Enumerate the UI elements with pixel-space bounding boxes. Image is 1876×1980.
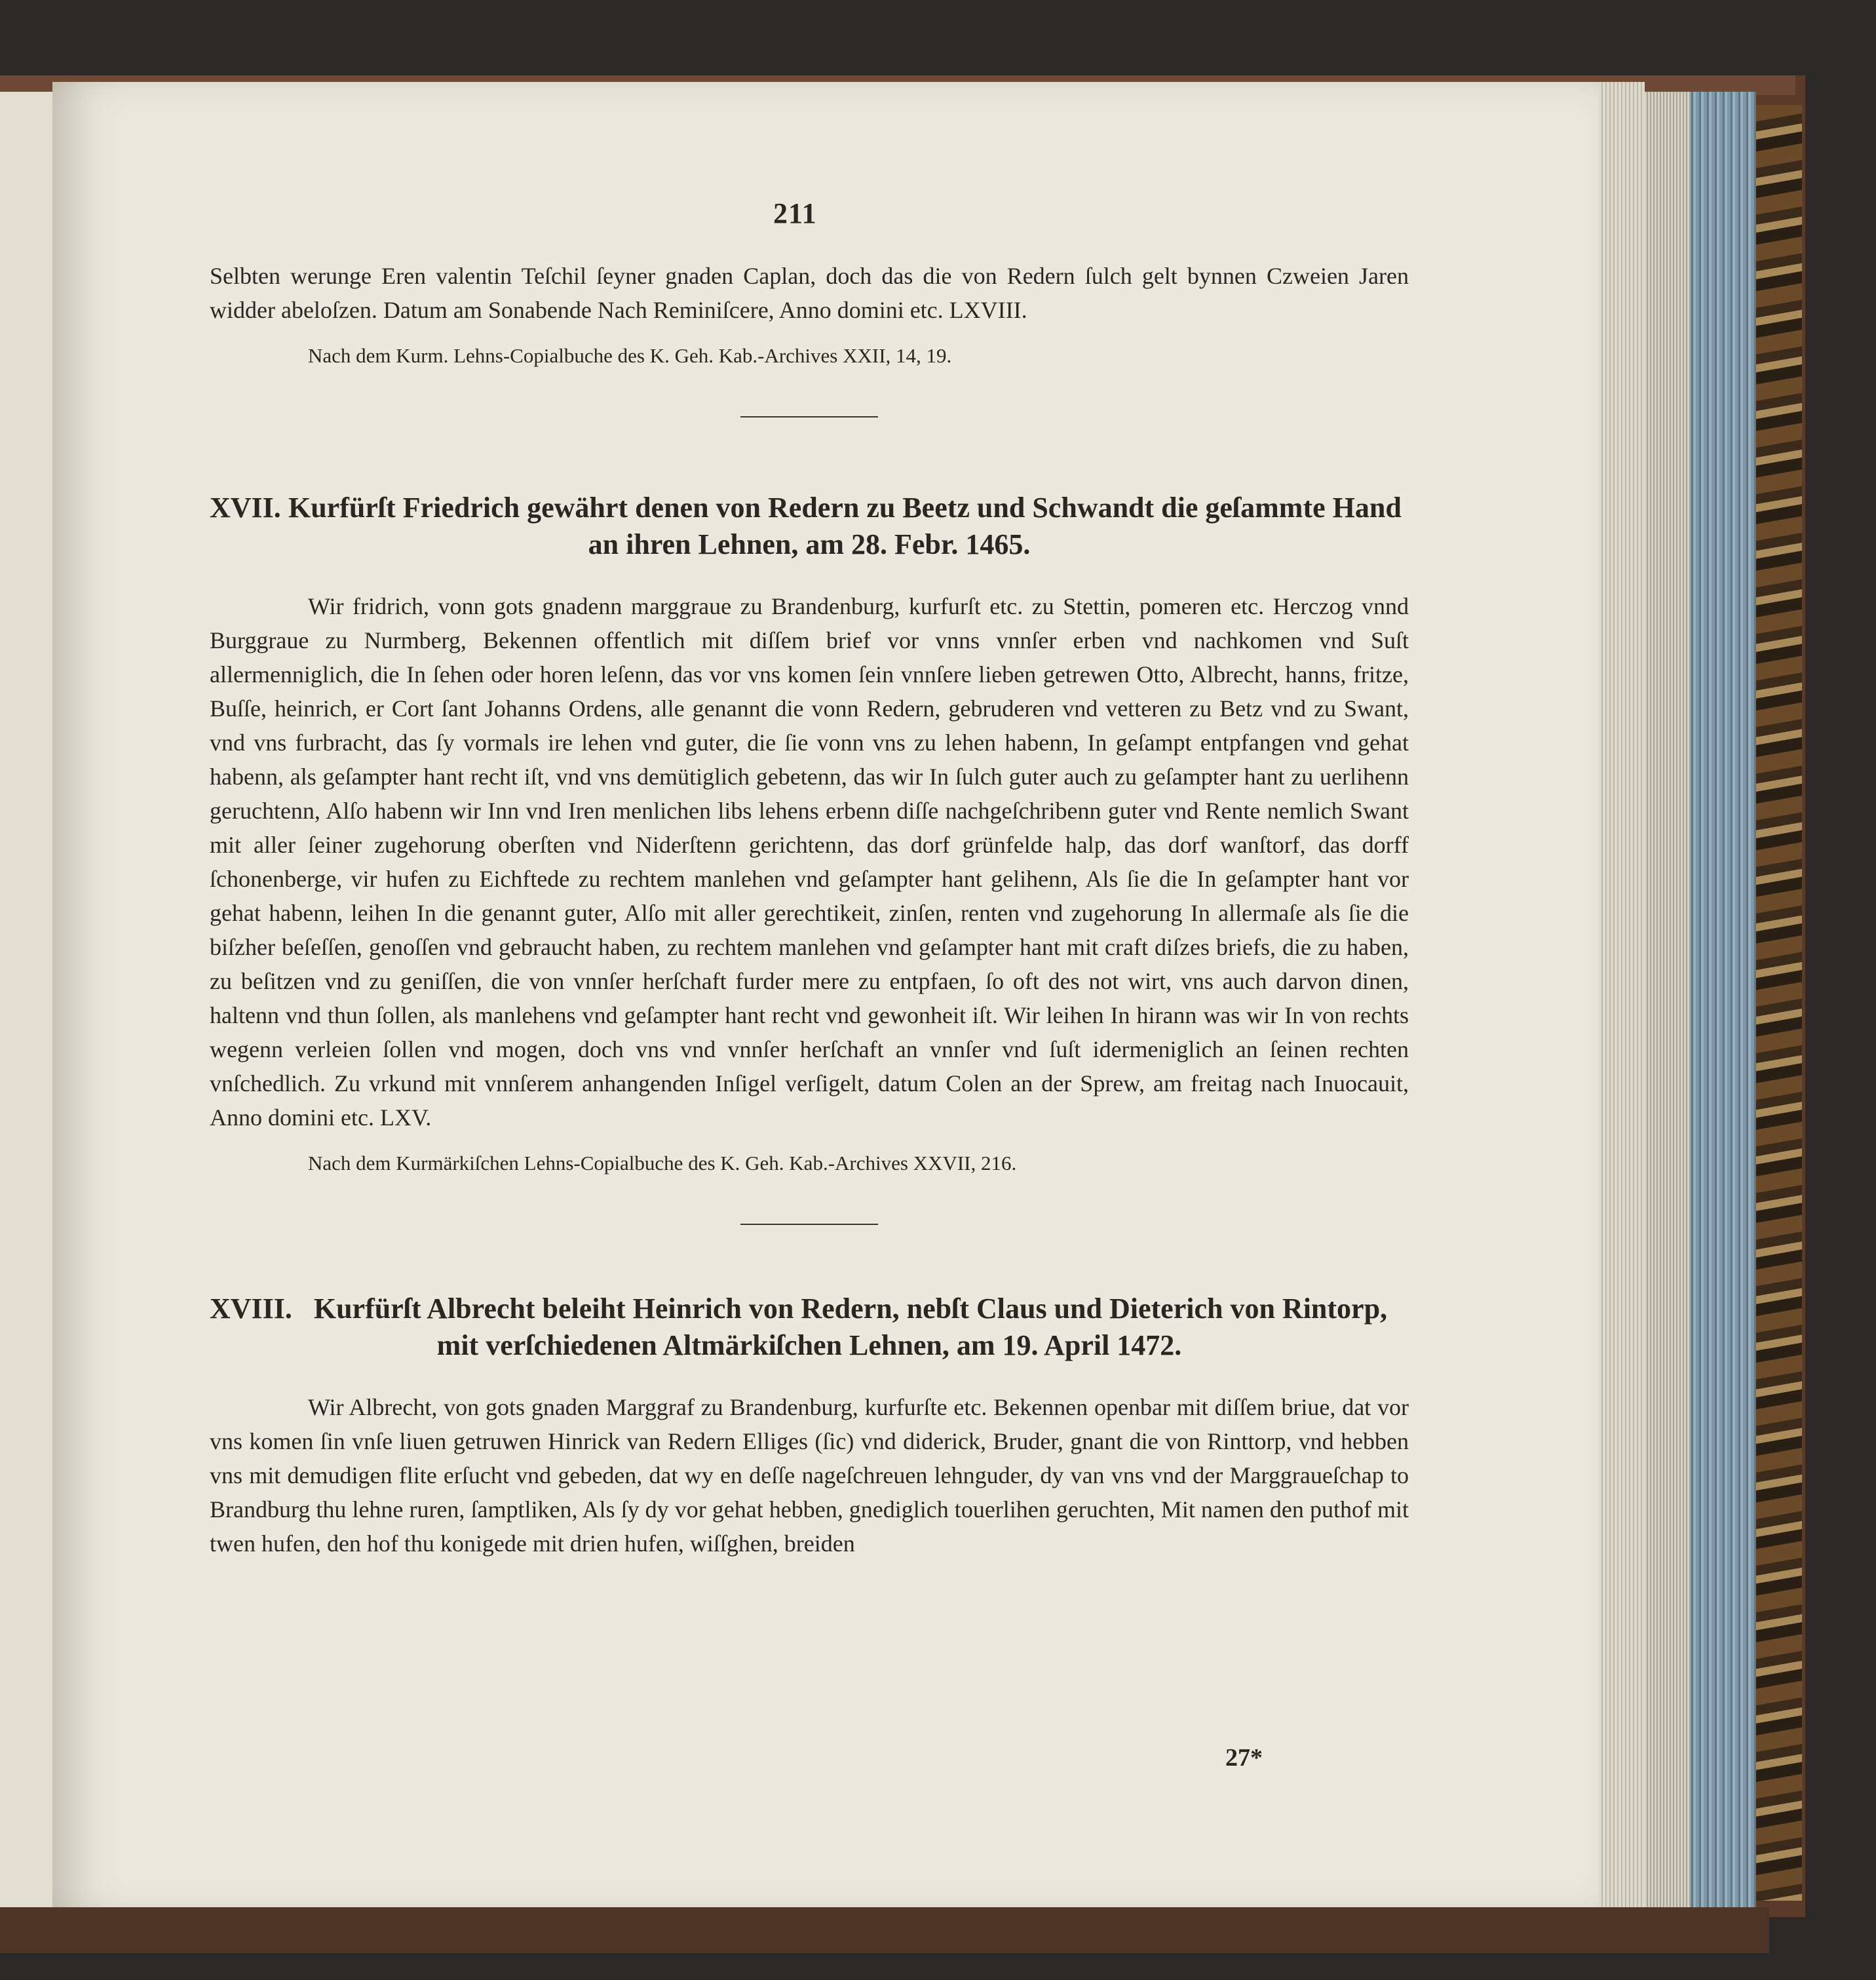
section-divider-2: [740, 1224, 878, 1225]
page-content: [210, 259, 1409, 1561]
page-stack-edge: [1645, 92, 1691, 1914]
continued-text: Selbten werunge Eren valentin Teſchil ſeyner gnaden Caplan, doch das die von Redern ſulch gelt bynnen Czweien Jaren widder abeloſzen. Datum am Sonabende Nach Reminiſcere, Anno domini etc. LXVIII.: [210, 263, 1409, 323]
book-bottom-edge: [0, 1907, 1769, 1953]
source-note-2: Nach dem Kurmärkiſchen Lehns-Copialbuche des K. Geh. Kab.-Archives XXVII, 216.: [308, 1152, 1017, 1174]
doc-18-heading: [210, 1291, 1409, 1364]
marbled-edge: [1756, 105, 1802, 1901]
doc-18-number: XVIII.: [210, 1292, 292, 1325]
doc-18-title: Kurfürſt Albrecht beleiht Heinrich von Redern, nebſt Claus und Dieterich von Rintorp, mit verſchiedenen Altmärkiſchen Lehnen, am 19. April 1472.: [313, 1292, 1388, 1361]
signature-mark: 27*: [1225, 1744, 1263, 1772]
doc-17-title: Kurfürſt Friedrich gewährt denen von Redern zu Beetz und Schwandt die geſammte Hand an ihren Lehnen, am 28. Febr. 1465.: [288, 492, 1402, 560]
doc-18-text: Wir Albrecht, von gots gnaden Marggraf zu Brandenburg, kurfurſte etc. Bekennen openbar mit diſſem briue, dat vor vns komen ſin vnſe liuen getruwen Hinrick van Redern Elliges (ſic) vnd diderick, Bruder, gnant die von Rinttorp, vnd hebben vns mit demudigen flite erſucht vnd gebeden, dat wy en deſſe nageſchreuen lehnguder, dy van vns vnd der Marggraueſchap to Brandburg thu lehne ruren, ſamptliken, Als ſy dy vor gehat hebben, gnediglich touerlihen geruchten, Mit namen den puthof mit twen hufen, den hof thu konigede mit drien hufen, wiſſghen, breiden: [210, 1394, 1409, 1557]
source-note-1: Nach dem Kurm. Lehns-Copialbuche des K. Geh. Kab.-Archives XXII, 14, 19.: [308, 344, 952, 367]
page-number: 211: [773, 197, 817, 229]
doc-17-text: Wir fridrich, vonn gots gnadenn marggraue zu Brandenburg, kurfurſt etc. zu Stettin, pomeren etc. Herczog vnnd Burggraue zu Nurmberg, Bekennen offentlich mit diſſem brief vor vnns vnnſer erben vnd nachkomen vnd Suſt allermenniglich, die In ſehen oder horen leſenn, das vor vns komen ſein vnnſere lieben getrewen Otto, Albrecht, hanns, fritze, Buſſe, heinrich, er Cort ſant Johanns Ordens, alle genannt die vonn Redern, gebruderen vnd vetteren zu Betz vnd zu Swant, vnd vns furbracht, das ſy vormals ire lehen vnd guter, die ſie vonn vns zu lehen habenn, In geſampt entpfangen vnd gehat habenn, als geſampter hant recht iſt, vnd vns demütiglich gebetenn, das wir In ſulch guter auch zu geſampter hant zu uerlihenn geruchtenn, Alſo habenn wir Inn vnd Iren menlichen libs lehens erbenn diſſe nachgeſchribenn guter vnd Rente nemlich Swant mit aller ſeiner zugehorung oberſten vnd Niderſtenn gerichtenn, das dorf grünfelde halp, das dorf wanſtorf, das dorff ſchonenberge, vir hufen zu Eichftede zu rechtem manlehen vnd geſampter hant gelihenn, Als ſie die In geſampter hant vor gehat habenn, leihen In die genannt guter, Alſo mit aller gerechtikeit, zinſen, renten vnd zugehorung In allermaſe als ſie die biſzher beſeſſen, genoſſen vnd gebraucht haben, zu rechtem manlehen vnd geſampter hant mit craft diſzes briefs, die zu haben, zu beſitzen vnd zu geniſſen, die von vnnſer herſchaft furder mere zu entpfaen, ſo oft des not wirt, vns auch darvon dinen, haltenn vnd thun ſollen, als manlehens vnd geſampter hant recht vnd gewonheit iſt. Wir leihen In hirann was wir In von rechts wegenn verleien ſollen vnd mogen, doch vns vnd vnnſer herſchaft an vnnſer vnd ſuſt idermeniglich an ſeinen rechten vnſchedlich. Zu vrkund mit vnnſerem anhangenden Inſigel verſigelt, datum Colen an der Sprew, am freitag nach Inuocauit, Anno domini etc. LXV.: [210, 593, 1409, 1131]
doc-17-number: XVII.: [210, 492, 281, 524]
doc-17-heading: [210, 490, 1409, 563]
page-stack: [1599, 82, 1645, 1917]
section-divider-1: [740, 416, 878, 417]
